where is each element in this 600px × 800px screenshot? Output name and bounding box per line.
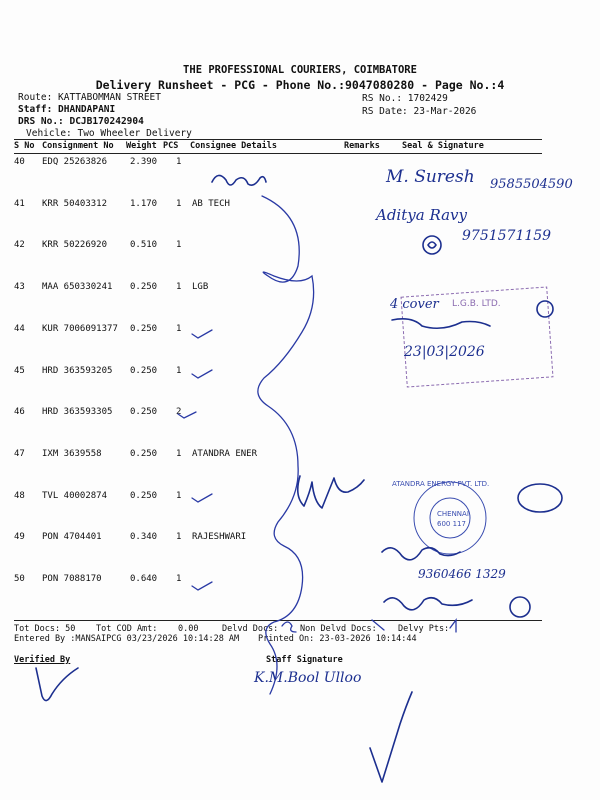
row-pcs: 1 [176,574,182,584]
row-weight: 0.340 [130,532,158,542]
staff-signature-label: Staff Signature [266,655,343,665]
row-consignee: LGB [192,282,209,292]
row-pcs: 2 [176,407,182,417]
row-weight: 0.250 [130,491,158,501]
row-sno: 42 [14,240,25,250]
row-weight: 0.250 [130,449,158,459]
signature-47 [298,476,364,508]
delvy-pts-mark [450,620,456,632]
col-seal-signature: Seal & Signature [402,141,484,151]
checkmark-44 [192,330,212,338]
printed-on: Printed On: 23-03-2026 10:14:44 [258,634,417,644]
rs-date: RS Date: 23-Mar-2026 [362,106,477,117]
drs-label: DRS No.: DCJB170242904 [18,116,144,127]
note-43: 4 cover [390,297,439,312]
signature-50 [384,598,472,610]
delivered-docs: Delvd Docs: [222,624,279,634]
row-consignment: TVL 40002874 [42,491,108,501]
row-consignment: IXM 3639558 [42,449,102,459]
staff-signature-ink: K.M.Bool Ulloo [254,670,362,686]
row-pcs: 1 [176,199,182,209]
total-docs: Tot Docs: 50 [14,624,76,634]
phone-41: 9751571159 [462,228,552,244]
row-weight: 0.250 [130,407,158,417]
non-delivered-docs: Non Delvd Docs: [300,624,377,634]
row-pcs: 1 [176,324,182,334]
row-consignee: RAJESHWARI [192,532,247,542]
row-sno: 43 [14,282,25,292]
row-pcs: 1 [176,449,182,459]
atandra-seal-pin: 600 117 [437,520,466,528]
row-consignee: ATANDRA ENER [192,449,258,459]
row-sno: 47 [14,449,25,459]
staff-label: Staff: DHANDAPANI [18,104,116,115]
total-cod-amount: 0.00 [178,624,199,634]
verified-checkmark [36,668,78,701]
non-delvd-slash [372,620,384,630]
at-mark-icon [423,236,441,254]
col-consignment: Consignment No [42,141,114,151]
row-weight: 1.170 [130,199,158,209]
row-sno: 46 [14,407,25,417]
row-consignment: HRD 363593205 [42,366,113,376]
row-weight: 0.640 [130,574,158,584]
col-remarks: Remarks [344,141,380,151]
row-pcs: 1 [176,532,182,542]
row-pcs: 1 [176,282,182,292]
col-consignee: Consignee Details [190,141,277,151]
large-checkmark [370,692,412,782]
row-sno: 45 [14,366,25,376]
row-sno: 48 [14,491,25,501]
row-sno: 44 [14,324,25,334]
atandra-seal-inner [430,498,470,538]
verified-by-label: Verified By [14,655,71,665]
signature-41: Aditya Ravy [376,206,467,224]
atandra-seal-city: CHENNAI [437,510,469,518]
row-weight: 2.390 [130,157,158,167]
row-consignment: PON 4704401 [42,532,102,542]
checkmark-45 [192,370,212,378]
row-pcs: 1 [176,366,182,376]
row-consignee: AB TECH [192,199,230,209]
circled-mark-icon [537,301,553,317]
row-weight: 0.250 [130,282,158,292]
phone-49: 9360466 1329 [418,567,506,581]
scribble-signature-40 [212,175,266,185]
delivery-points: Delvy Pts: [398,624,450,634]
row-consignment: KRR 50403312 [42,199,108,209]
atandra-seal-outer [414,482,486,554]
signature-40: M. Suresh [386,167,475,187]
atandra-seal-name: ATANDRA ENERGY PVT. LTD. [392,480,490,488]
route-label: Route: KATTABOMMAN STREET [18,92,161,103]
checkmark-46 [178,412,196,418]
row-consignment: KRR 50226920 [42,240,108,250]
row-consignment: MAA 650330241 [42,282,113,292]
col-sno: S No [14,141,35,151]
checkmark-50 [192,582,212,590]
col-pcs: PCS [163,141,179,151]
row-weight: 0.250 [130,366,158,376]
delvd-count-mark [282,622,296,632]
phone-40: 9585504590 [490,177,573,192]
signature-44 [392,319,490,328]
col-weight: Weight [126,141,157,151]
row-consignment: EDQ 25263826 [42,157,108,167]
entered-by: Entered By :MANSAIPCG 03/23/2026 10:14:28 AM [14,634,240,644]
at-mark-50-icon [510,597,530,617]
row-sno: 41 [14,199,25,209]
vehicle-label: Vehicle: Two Wheeler Delivery [26,128,192,139]
row-pcs: 1 [176,491,182,501]
row-weight: 0.510 [130,240,158,250]
lgb-stamp-text: L.G.B. LTD. [452,299,501,309]
runsheet-title: Delivery Runsheet - PCG - Phone No.:9047080280 - Page No.:4 [95,78,505,92]
date-43: 23|03|2026 [404,344,485,360]
rs-number: RS No.: 1702429 [362,93,448,104]
checkmark-48 [192,494,212,502]
row-pcs: 1 [176,157,182,167]
row-sno: 40 [14,157,25,167]
row-sno: 49 [14,532,25,542]
row-pcs: 1 [176,240,182,250]
row-sno: 50 [14,574,25,584]
row-weight: 0.250 [130,324,158,334]
company-title: THE PROFESSIONAL COURIERS, COIMBATORE [183,64,417,76]
row-consignment: PON 7088170 [42,574,102,584]
total-cod-label: Tot COD Amt: [96,624,158,634]
row-consignment: KUR 7006091377 [42,324,118,334]
circled-mark-48 [518,484,562,512]
ink-connector-stroke [258,196,314,694]
at-mark-icon-inner [428,242,436,248]
row-consignment: HRD 363593305 [42,407,113,417]
